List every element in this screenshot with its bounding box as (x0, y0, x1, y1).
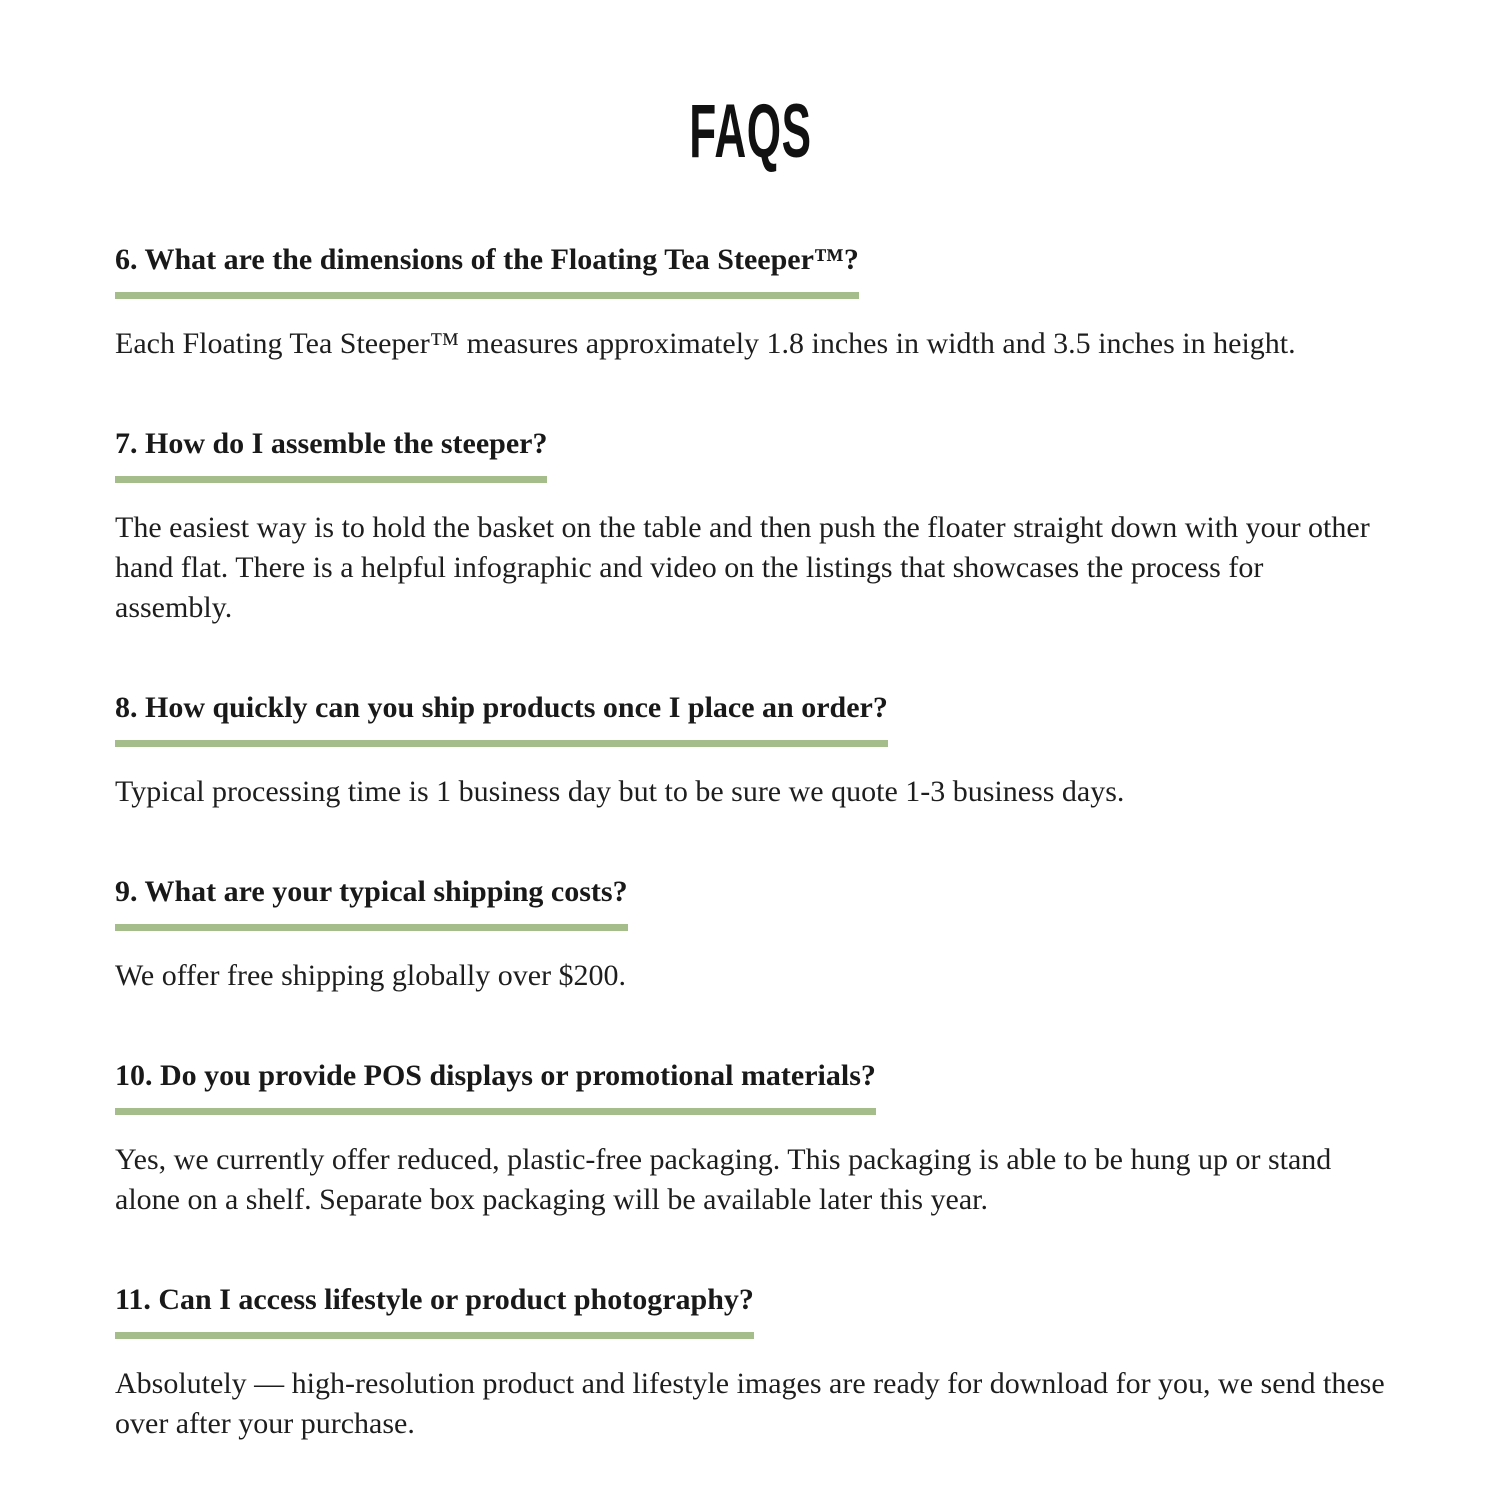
faq-answer: Typical processing time is 1 business day but to be sure we quote 1-3 business days. (115, 775, 1125, 808)
faq-item (115, 688, 1385, 812)
faq-item (115, 240, 1385, 364)
faq-answer: The easiest way is to hold the basket on the table and then push the floater straight down with your other hand flat. There is a helpful infographic and video on the listings that showcases the process for assembly. (115, 511, 1370, 624)
page-title: FAQS (688, 89, 812, 174)
faq-question: 11. Can I access lifestyle or product photography? (115, 1280, 754, 1339)
faq-item (115, 872, 1385, 996)
faq-answer: Yes, we currently offer reduced, plastic-free packaging. This packaging is able to be hung up or stand alone on a shelf. Separate box packaging will be available later this year. (115, 1143, 1332, 1216)
faq-question: 8. How quickly can you ship products once I place an order? (115, 688, 888, 747)
faq-question: 7. How do I assemble the steeper? (115, 424, 547, 483)
faq-answer: We offer free shipping globally over $200. (115, 959, 627, 992)
faq-item (115, 1280, 1385, 1444)
faq-question: 9. What are your typical shipping costs? (115, 872, 628, 931)
faq-answer: Absolutely — high-resolution product and lifestyle images are ready for download for you, we send these over after your purchase. (115, 1367, 1385, 1440)
faq-question: 10. Do you provide POS displays or promotional materials? (115, 1056, 876, 1115)
faq-item (115, 424, 1385, 628)
faq-answer: Each Floating Tea Steeper™ measures approximately 1.8 inches in width and 3.5 inches in height. (115, 327, 1296, 360)
faq-list (115, 240, 1385, 1444)
faq-item (115, 1056, 1385, 1220)
faq-question: 6. What are the dimensions of the Floating Tea Steeper™? (115, 240, 859, 299)
page-header (115, 89, 1385, 174)
